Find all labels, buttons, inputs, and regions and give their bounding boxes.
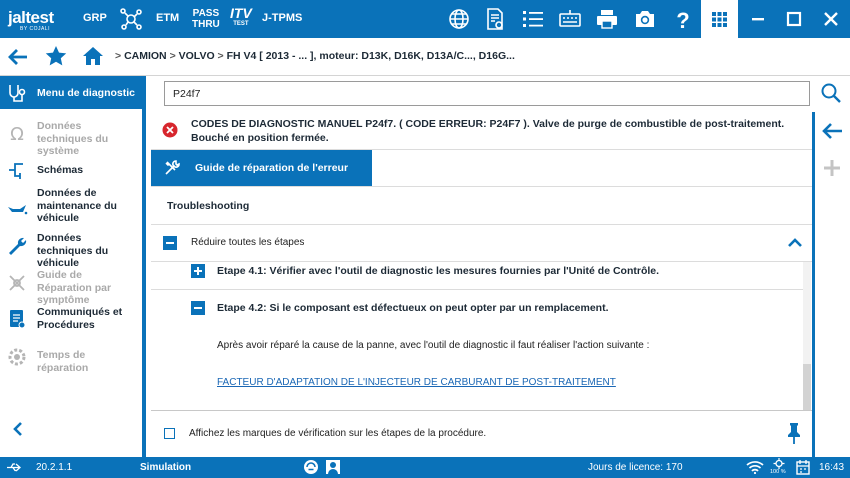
svg-text:Ω: Ω [10, 124, 24, 144]
pin-icon[interactable] [786, 422, 802, 444]
divider [151, 410, 812, 411]
step-4-1-title[interactable]: Etape 4.1: Vérifier avec l'outil de diagnostic les mesures fournies par l'Unité de Contrôle. [217, 265, 660, 277]
clock-label: 16:43 [819, 462, 845, 473]
repair-guide-tab[interactable] [151, 150, 372, 186]
oil-can-icon [6, 197, 28, 219]
favorites-star-icon[interactable] [44, 44, 68, 68]
sidebar-item-guide-reparation-symptome[interactable] [0, 269, 142, 306]
divider [151, 289, 803, 290]
user-profile-icon[interactable] [325, 459, 341, 475]
checkmarks-label[interactable]: Affichez les marques de vérification sur les étapes de la procédure. [189, 428, 487, 439]
breadcrumb-model[interactable]: FH V4 [ 2013 - ... ], moteur: D13K, D16K, D13A/C..., D16G... [226, 50, 515, 62]
sidebar [0, 76, 146, 457]
step-4-2-title[interactable]: Etape 4.2: Si le composant est défectueux on peut opter par un remplacement. [217, 302, 609, 314]
sidebar-item-schemas[interactable] [0, 159, 142, 181]
add-icon[interactable] [822, 158, 842, 178]
document-list-icon [6, 308, 28, 330]
wiring-diagram-icon [6, 159, 28, 181]
usb-icon [6, 461, 22, 474]
ohm-icon [6, 122, 28, 144]
sidebar-item-label: Données techniques du système [37, 120, 109, 157]
globe-icon[interactable] [447, 7, 471, 31]
calendar-icon[interactable] [796, 460, 810, 475]
maximize-icon[interactable] [782, 7, 806, 31]
sidebar-item-donnees-techniques-systeme[interactable] [0, 118, 142, 157]
status-bar [0, 457, 850, 478]
repair-tools-icon [6, 272, 28, 294]
logo-subtext: BY COJALI [20, 26, 50, 32]
step-4-2-description: Après avoir réparé la cause de la panne, avec l'outil de diagnostic il faut réaliser l'action suivante : [217, 340, 650, 351]
mode-label: Simulation [140, 462, 192, 473]
chevron-up-icon[interactable] [787, 235, 803, 251]
collapse-all-button[interactable] [163, 236, 177, 250]
license-days-label: Jours de licence: 170 [588, 462, 683, 473]
close-icon[interactable] [819, 7, 843, 31]
battery-level-label: 100 % [770, 469, 786, 475]
collapse-sidebar-chevron-icon[interactable] [10, 421, 26, 437]
breadcrumb-camion[interactable]: CAMION [124, 50, 167, 62]
printer-icon[interactable] [595, 7, 619, 31]
divider [151, 186, 812, 187]
tools-icon [163, 159, 181, 177]
search-input[interactable] [164, 81, 810, 106]
wifi-icon [746, 460, 764, 474]
divider [151, 224, 812, 225]
breadcrumb: > CAMION > VOLVO > FH V4 [ 2013 - ... ], moteur: D13K, D16K, D13A/C..., D16G... [115, 50, 515, 62]
sidebar-item-label: Communiqués et Procédures [37, 306, 123, 331]
sidebar-item-communiques-procedures[interactable] [0, 306, 142, 334]
pass-thru-line1: PASS [192, 8, 220, 19]
repair-guide-label: Guide de réparation de l'erreur [195, 162, 349, 174]
sidebar-item-label: Données techniques du véhicule [37, 232, 109, 269]
injector-adaptation-link[interactable]: FACTEUR D'ADAPTATION DE L'INJECTEUR DE CARBURANT DE POST-TRAITEMENT [217, 377, 616, 388]
camera-icon[interactable] [633, 7, 657, 31]
search-icon[interactable] [820, 82, 842, 104]
sidebar-item-label: Données de maintenance du véhicule [37, 187, 117, 224]
return-arrow-icon[interactable] [820, 120, 844, 142]
back-arrow-icon[interactable] [6, 45, 30, 69]
troubleshooting-heading: Troubleshooting [167, 200, 250, 212]
sidebar-item-label: Schémas [37, 164, 84, 176]
collapse-step-4-2-button[interactable] [191, 301, 205, 315]
network-nodes-icon[interactable] [119, 7, 143, 31]
pass-thru-line2: THRU [192, 19, 220, 30]
minimize-icon[interactable] [746, 7, 770, 31]
jaltest-logo [8, 8, 54, 32]
logo-text: jaltest [8, 8, 54, 27]
itv-test-button[interactable] [230, 6, 252, 28]
settings-brightness-icon [772, 458, 786, 469]
itv-line2: TEST [233, 21, 249, 27]
breadcrumb-volvo[interactable]: VOLVO [178, 50, 215, 62]
sidebar-item-donnees-techniques-vehicule[interactable] [0, 232, 142, 269]
help-icon[interactable] [671, 7, 695, 31]
sidebar-item-label: Menu de diagnostic [37, 87, 136, 99]
pass-thru-button[interactable] [192, 8, 220, 30]
version-label: 20.2.1.1 [36, 462, 73, 473]
remote-assist-icon[interactable] [303, 459, 319, 475]
wrench-icon [6, 236, 28, 258]
sidebar-item-menu-diagnostic[interactable] [0, 76, 142, 109]
apps-grid-button[interactable] [701, 0, 738, 38]
gear-clock-icon [6, 346, 28, 368]
collapse-all-label[interactable]: Réduire toutes les étapes [191, 237, 305, 248]
grp-button[interactable]: GRP [83, 12, 107, 24]
scrollbar-thumb[interactable] [803, 364, 811, 410]
sidebar-item-label: Guide de Réparation par symptôme [37, 269, 112, 306]
document-gear-icon[interactable] [483, 7, 507, 31]
checkmarks-checkbox[interactable] [164, 428, 175, 439]
j-tpms-button[interactable]: J-TPMS [262, 12, 303, 24]
expand-step-4-1-button[interactable] [191, 264, 205, 278]
error-description: CODES DE DIAGNOSTIC MANUEL P24f7. ( CODE ERREUR: P24F7 ). Valve de purge de combustible de post-traitement. Bouché en position fermée. [191, 118, 785, 144]
svg-text:?: ? [676, 8, 690, 31]
keyboard-icon[interactable] [558, 7, 582, 31]
sidebar-item-temps-reparation[interactable] [0, 346, 142, 374]
itv-line1: ITV [230, 5, 252, 21]
divider [151, 261, 812, 262]
diagnostic-tool-icon [6, 82, 28, 104]
top-toolbar [0, 0, 850, 38]
error-icon [162, 122, 178, 138]
sidebar-item-label: Temps de réparation [37, 349, 89, 374]
home-icon[interactable] [81, 44, 105, 68]
sidebar-item-donnees-maintenance[interactable] [0, 187, 142, 225]
etm-button[interactable]: ETM [156, 12, 180, 24]
list-icon[interactable] [521, 7, 545, 31]
